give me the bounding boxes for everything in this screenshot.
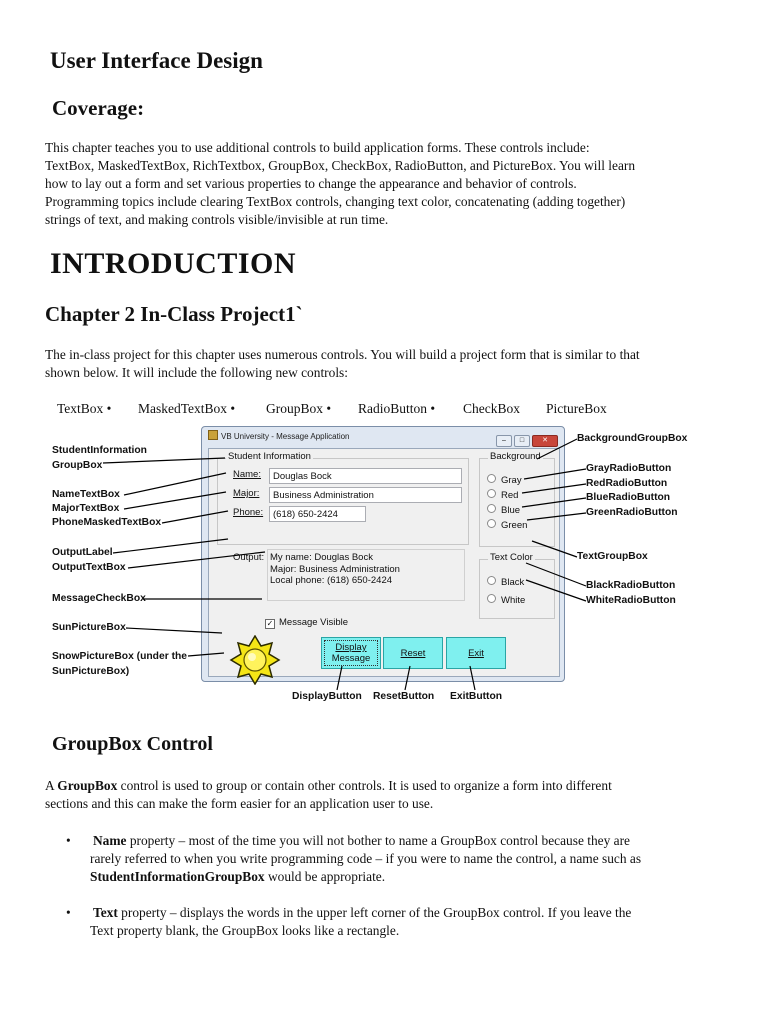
controls-list-item: TextBox • xyxy=(57,401,112,416)
page-title: User Interface Design xyxy=(50,48,263,73)
gray-radio[interactable] xyxy=(487,474,522,486)
bullet-text xyxy=(90,904,631,940)
exit-button-label: Exit xyxy=(468,647,484,659)
coverage-line: TextBox, MaskedTextBox, RichTextbox, GroupBox, CheckBox, RadioButton, and PictureBox. You will learn xyxy=(45,158,636,173)
sun-picture xyxy=(225,635,285,685)
callout-exit-button: ExitButton xyxy=(450,691,503,702)
bullet-rest: property – most of the time you will not bother to name a GroupBox control because they are xyxy=(126,833,630,848)
callout-black-radio: BlackRadioButton xyxy=(586,580,676,591)
callout-line: SnowPictureBox (under the xyxy=(52,651,188,662)
bullet-line: Text property blank, the GroupBox looks like a rectangle. xyxy=(90,923,400,938)
display-button-line: Display xyxy=(335,642,367,653)
controls-list-item: CheckBox xyxy=(463,401,520,416)
exit-button[interactable] xyxy=(446,637,506,669)
bullet-bold: Name xyxy=(93,833,127,848)
gray-radio-label: Gray xyxy=(501,475,522,486)
output-label: Output: xyxy=(233,552,265,563)
output-text xyxy=(270,552,400,587)
callout-line: GroupBox xyxy=(52,460,103,471)
black-radio[interactable] xyxy=(487,576,524,588)
maximize-icon[interactable]: □ xyxy=(514,435,530,447)
callout-name-textbox: NameTextBox xyxy=(52,489,120,500)
groupbox-rest: control is used to group or contain other controls. It is used to organize a form into different xyxy=(117,778,612,793)
phone-label-text: Phone: xyxy=(233,507,264,518)
bullet-icon: • xyxy=(66,833,71,848)
coverage-heading: Coverage: xyxy=(52,96,145,120)
controls-list-item: PictureBox xyxy=(546,401,607,416)
callout-sun-picturebox: SunPictureBox xyxy=(52,622,126,633)
window-title-text: VB University - Message Application xyxy=(221,432,350,441)
checkbox-check-icon: ✓ xyxy=(266,619,274,628)
callout-green-radio: GreenRadioButton xyxy=(586,507,678,518)
blue-radio-label: Blue xyxy=(501,505,521,516)
output-line: My name: Douglas Bock xyxy=(270,552,373,563)
controls-list-item: RadioButton • xyxy=(358,401,436,416)
callout-snow-picturebox xyxy=(52,650,187,679)
coverage-line: strings of text, and making controls visible/invisible at run time. xyxy=(45,212,389,227)
bullet-bold: Text xyxy=(93,905,118,920)
groupbox-paragraph xyxy=(45,777,612,813)
bullet-line xyxy=(90,832,641,850)
coverage-line: how to lay out a form and set various properties to change the appearance and behavior of controls. xyxy=(45,176,577,191)
callout-output-textbox: OutputTextBox xyxy=(52,562,126,573)
name-label-text: Name: xyxy=(233,469,261,480)
groupbox-line: sections and this can make the form easier for an application user to use. xyxy=(45,796,434,811)
project-line: shown below. It will include the following new controls: xyxy=(45,365,348,380)
text-color-groupbox xyxy=(479,552,555,619)
callout-line: SunPictureBox) xyxy=(52,666,130,677)
project-heading: Chapter 2 In-Class Project1` xyxy=(45,302,303,326)
display-button-line: Message xyxy=(331,653,371,664)
student-information-groupbox xyxy=(217,451,469,545)
callout-phone-masked-textbox: PhoneMaskedTextBox xyxy=(52,517,162,528)
groupbox-heading: GroupBox Control xyxy=(52,733,213,755)
white-radio-label: White xyxy=(501,595,526,606)
message-checkbox-label: Message Visible xyxy=(279,617,349,628)
project-line: The in-class project for this chapter uses numerous controls. You will build a project form that is similar to that xyxy=(45,347,640,362)
output-line: Major: Business Administration xyxy=(270,563,400,575)
name-textbox[interactable]: Douglas Bock xyxy=(269,468,462,484)
white-radio[interactable] xyxy=(487,594,525,606)
blue-radio[interactable] xyxy=(487,504,520,516)
callout-white-radio: WhiteRadioButton xyxy=(586,595,676,606)
background-groupbox xyxy=(479,451,555,547)
bullet-text xyxy=(90,832,641,886)
callout-display-button: DisplayButton xyxy=(292,691,362,702)
form-window xyxy=(201,426,565,682)
output-line: Local phone: (618) 650-2424 xyxy=(270,575,393,586)
coverage-paragraph xyxy=(45,139,635,229)
controls-list-item: GroupBox • xyxy=(266,401,332,416)
groupbox-pre: A xyxy=(45,778,58,793)
bullet-line xyxy=(90,904,631,922)
callout-gray-radio: GrayRadioButton xyxy=(586,463,672,474)
project-paragraph xyxy=(45,346,640,382)
bullet-line xyxy=(90,868,641,886)
bullet-icon: • xyxy=(66,905,71,920)
callout-output-label: OutputLabel xyxy=(52,547,113,558)
callout-message-checkbox: MessageCheckBox xyxy=(52,593,146,604)
background-groupbox-title: Background xyxy=(490,451,541,462)
bullet-name xyxy=(66,832,641,886)
bullet-bold: StudentInformationGroupBox xyxy=(90,869,265,884)
bullet-text-property xyxy=(66,904,631,940)
window-title xyxy=(208,430,350,441)
callout-reset-button: ResetButton xyxy=(373,691,435,702)
major-label-text: Major: xyxy=(233,488,260,499)
controls-list xyxy=(0,401,768,419)
green-radio[interactable] xyxy=(487,519,527,531)
callout-red-radio: RedRadioButton xyxy=(586,478,668,489)
message-checkbox[interactable] xyxy=(265,617,348,629)
reset-button[interactable] xyxy=(383,637,443,669)
red-radio-label: Red xyxy=(501,490,519,501)
text-color-groupbox-title: Text Color xyxy=(490,552,533,563)
introduction-heading: INTRODUCTION xyxy=(50,247,297,280)
coverage-line: Programming topics include clearing TextBox controls, changing text color, concatenating (adding together) xyxy=(45,194,626,209)
bullet-line: rarely referred to when you write programming code – if you were to name the control, a name such as xyxy=(90,851,642,866)
callout-background-groupbox: BackgroundGroupBox xyxy=(577,433,688,444)
window-controls xyxy=(494,429,558,447)
callout-text-groupbox: TextGroupBox xyxy=(577,551,648,562)
red-radio[interactable] xyxy=(487,489,518,501)
form-client-area xyxy=(208,448,560,677)
callout-student-information xyxy=(52,444,147,473)
groupbox-bold: GroupBox xyxy=(57,778,118,793)
callout-line: StudentInformation xyxy=(52,445,147,456)
app-icon xyxy=(208,430,218,440)
close-icon[interactable]: ✕ xyxy=(532,435,558,447)
major-textbox[interactable]: Business Administration xyxy=(269,487,462,503)
black-radio-label: Black xyxy=(501,577,525,588)
callout-major-textbox: MajorTextBox xyxy=(52,503,120,514)
reset-button-label: Reset xyxy=(400,647,426,659)
display-button[interactable] xyxy=(321,637,381,669)
output-textbox[interactable] xyxy=(267,549,465,601)
minimize-icon[interactable]: – xyxy=(496,435,512,447)
coverage-line: This chapter teaches you to use additional controls to build application forms. These controls include: xyxy=(45,140,590,155)
phone-masked-textbox[interactable]: (618) 650-2424 xyxy=(269,506,366,522)
groupbox-line xyxy=(45,777,612,795)
controls-list-item: MaskedTextBox • xyxy=(138,401,236,416)
student-information-title: Student Information xyxy=(228,451,311,462)
bullet-rest: property – displays the words in the upper left corner of the GroupBox control. If you leave the xyxy=(117,905,632,920)
major-label xyxy=(233,488,259,499)
bullet-rest: would be appropriate. xyxy=(264,869,386,884)
name-label xyxy=(233,469,261,480)
callout-blue-radio: BlueRadioButton xyxy=(586,492,671,503)
green-radio-label: Green xyxy=(501,520,528,531)
phone-label xyxy=(233,507,263,518)
